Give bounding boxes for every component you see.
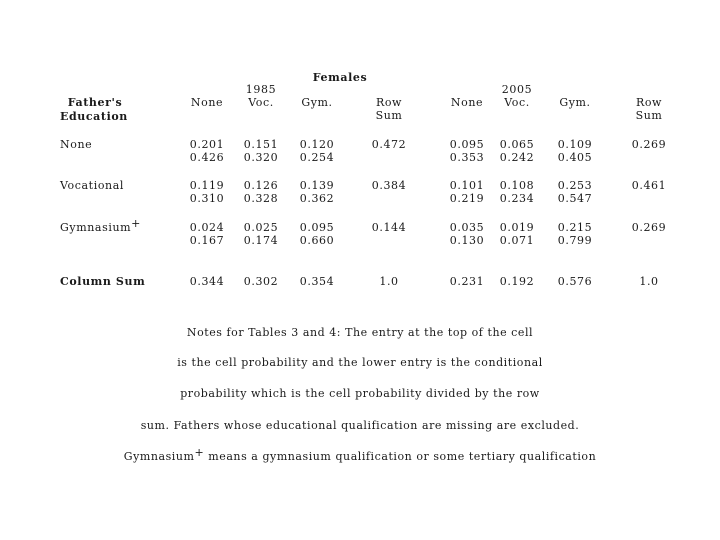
table-cell: 0.547 bbox=[557, 192, 593, 205]
column-sum-cell: 1.0 bbox=[379, 275, 399, 288]
row-label-gymnasium-text: Gymnasium bbox=[60, 221, 132, 234]
col-header-voc-1985: Voc. bbox=[248, 96, 274, 109]
row-header-line2: Education bbox=[60, 110, 128, 123]
table-cell: 0.472 bbox=[371, 138, 407, 151]
table-cell: 0.320 bbox=[243, 151, 279, 164]
table-cell: 0.139 bbox=[299, 179, 335, 192]
table-cell: 0.174 bbox=[243, 234, 279, 247]
table-cell: 0.126 bbox=[243, 179, 279, 192]
table-cell: 0.253 bbox=[557, 179, 593, 192]
table-cell: 0.310 bbox=[189, 192, 225, 205]
table-cell: 0.254 bbox=[299, 151, 335, 164]
group-title: Females bbox=[312, 71, 368, 84]
table-cell: 0.025 bbox=[243, 221, 279, 234]
row-label-none: None bbox=[60, 138, 93, 151]
table-cell: 0.108 bbox=[499, 179, 535, 192]
table-cell: 0.095 bbox=[449, 138, 485, 151]
col-header-rowsum-1985-line2: Sum bbox=[375, 109, 403, 122]
table-cell: 0.201 bbox=[189, 138, 225, 151]
table-cell: 0.242 bbox=[499, 151, 535, 164]
table-cell: 0.799 bbox=[557, 234, 593, 247]
table-cell: 0.071 bbox=[499, 234, 535, 247]
table-cell: 0.109 bbox=[557, 138, 593, 151]
col-header-rowsum-1985-line1: Row bbox=[375, 96, 403, 109]
notes-line bbox=[0, 446, 720, 463]
table-cell: 0.426 bbox=[189, 151, 225, 164]
table-cell: 0.144 bbox=[371, 221, 407, 234]
table-cell: 0.024 bbox=[189, 221, 225, 234]
notes-line: Notes for Tables 3 and 4: The entry at the top of the cell bbox=[186, 326, 534, 339]
column-sum-cell: 0.302 bbox=[243, 275, 279, 288]
notes-line: probability which is the cell probability divided by the row bbox=[180, 387, 540, 400]
column-sum-cell: 0.231 bbox=[449, 275, 485, 288]
row-label-gymnasium bbox=[60, 217, 141, 234]
col-header-rowsum-2005-line2: Sum bbox=[635, 109, 663, 122]
column-sum-label: Column Sum bbox=[60, 275, 146, 288]
notes-gymnasium-word: Gymnasium bbox=[123, 450, 195, 463]
table-cell: 0.362 bbox=[299, 192, 335, 205]
column-sum-cell: 0.354 bbox=[299, 275, 335, 288]
table-cell: 0.120 bbox=[299, 138, 335, 151]
table-cell: 0.130 bbox=[449, 234, 485, 247]
col-header-rowsum-2005-line1: Row bbox=[635, 96, 663, 109]
table-cell: 0.065 bbox=[499, 138, 535, 151]
table-cell: 0.167 bbox=[189, 234, 225, 247]
column-sum-cell: 0.192 bbox=[499, 275, 535, 288]
col-header-none-2005: None bbox=[450, 96, 484, 109]
col-header-gym-1985: Gym. bbox=[301, 96, 333, 109]
table-cell: 0.219 bbox=[449, 192, 485, 205]
year-1985: 1985 bbox=[245, 83, 277, 96]
column-sum-cell: 0.576 bbox=[557, 275, 593, 288]
table-cell: 0.461 bbox=[631, 179, 667, 192]
table-cell: 0.019 bbox=[499, 221, 535, 234]
year-2005: 2005 bbox=[501, 83, 533, 96]
table-cell: 0.405 bbox=[557, 151, 593, 164]
row-label-vocational: Vocational bbox=[60, 179, 124, 192]
col-header-gym-2005: Gym. bbox=[559, 96, 591, 109]
table-cell: 0.353 bbox=[449, 151, 485, 164]
notes-line5-rest: means a gymnasium qualification or some tertiary qualification bbox=[204, 450, 597, 463]
table-cell: 0.095 bbox=[299, 221, 335, 234]
col-header-none-1985: None bbox=[190, 96, 224, 109]
column-sum-cell: 0.344 bbox=[189, 275, 225, 288]
table-cell: 0.660 bbox=[299, 234, 335, 247]
notes-line: sum. Fathers whose educational qualification are missing are excluded. bbox=[140, 419, 580, 432]
table-cell: 0.234 bbox=[499, 192, 535, 205]
notes-line: is the cell probability and the lower entry is the conditional bbox=[177, 356, 543, 369]
table-cell: 0.101 bbox=[449, 179, 485, 192]
plus-superscript: + bbox=[131, 217, 141, 230]
notes-plus-superscript: + bbox=[194, 446, 205, 459]
col-header-voc-2005: Voc. bbox=[504, 96, 530, 109]
table-cell: 0.328 bbox=[243, 192, 279, 205]
table-cell: 0.269 bbox=[631, 138, 667, 151]
table-cell: 0.384 bbox=[371, 179, 407, 192]
table-cell: 0.035 bbox=[449, 221, 485, 234]
column-sum-cell: 1.0 bbox=[639, 275, 659, 288]
table-cell: 0.151 bbox=[243, 138, 279, 151]
table-cell: 0.215 bbox=[557, 221, 593, 234]
table-cell: 0.269 bbox=[631, 221, 667, 234]
table-cell: 0.119 bbox=[189, 179, 225, 192]
row-header-line1: Father's bbox=[67, 96, 123, 109]
